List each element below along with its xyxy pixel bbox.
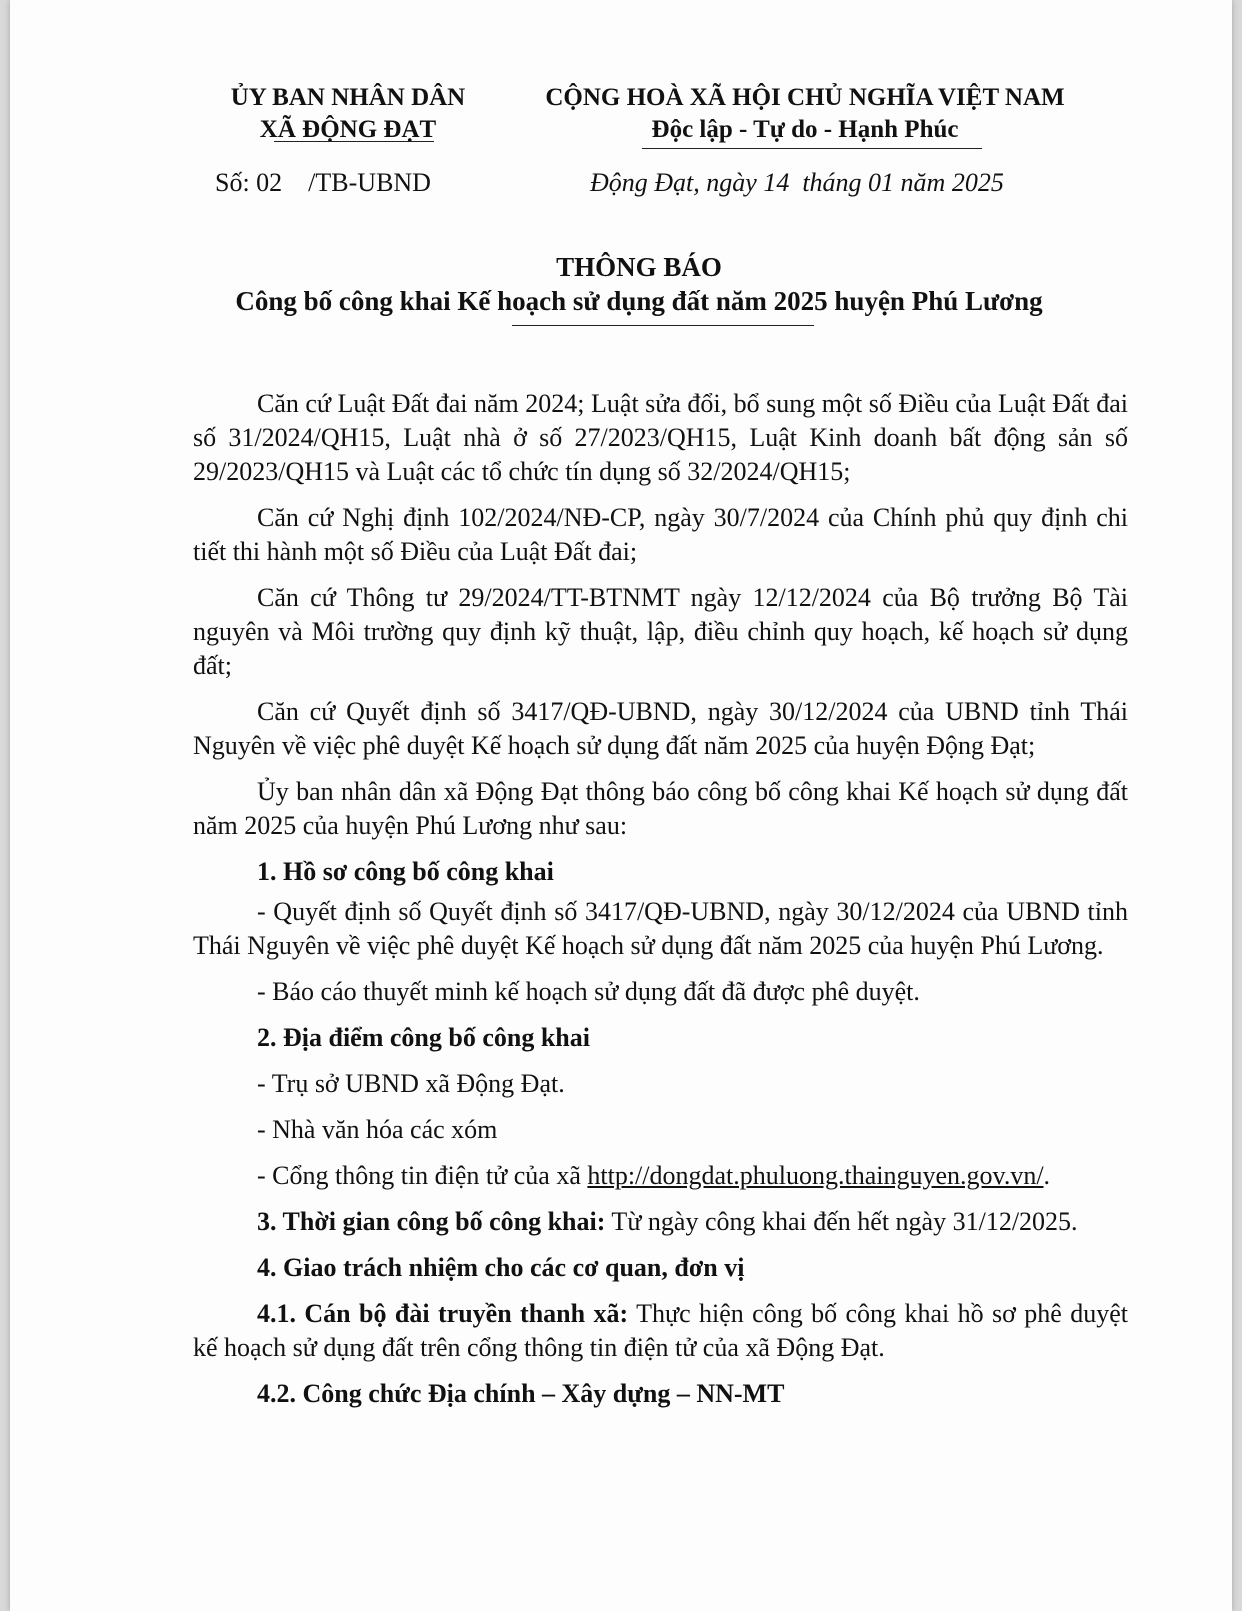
issuing-authority — [200, 82, 496, 146]
section2-item3 — [193, 1159, 1128, 1193]
portal-prefix: - Cổng thông tin điện tử của xã — [257, 1161, 588, 1190]
section2-item2: - Nhà văn hóa các xóm — [257, 1115, 498, 1144]
document-number: Số: 02 /TB-UBND — [215, 168, 431, 197]
section1-item1: - Quyết định số Quyết định số 3417/QĐ-UBND, ngày 30/12/2024 của UBND tỉnh Thái Nguyên về việc phê duyệt Kế hoạch sử dụng đất năm 2025 của huyện Phú Lương. — [193, 897, 1128, 960]
section4-1-text: Thực hiện công bố công khai hồ sơ phê duyệt kế hoạch sử dụng đất trên cổng thông tin điện tử của xã Động Đạt. — [193, 1299, 1129, 1362]
section2-item1: - Trụ sở UBND xã Động Đạt. — [257, 1069, 565, 1098]
section3 — [193, 1205, 1128, 1239]
authority-underline — [274, 141, 434, 142]
section4-1 — [193, 1297, 1128, 1365]
legal-basis-3: Căn cứ Thông tư 29/2024/TT-BTNMT ngày 12/12/2024 của Bộ trưởng Bộ Tài nguyên và Môi trường quy định kỹ thuật, lập, điều chỉnh quy hoạch, kế hoạch sử dụng đất; — [193, 583, 1128, 680]
place-date: Động Đạt, ngày 14 tháng 01 năm 2025 — [590, 168, 1004, 197]
announcement-intro: Ủy ban nhân dân xã Động Đạt thông báo công bố công khai Kế hoạch sử dụng đất năm 2025 của huyện Phú Lương như sau: — [193, 777, 1128, 840]
section1-item2: - Báo cáo thuyết minh kế hoạch sử dụng đất đã được phê duyệt. — [257, 977, 920, 1006]
org-line2: XÃ ĐỘNG ĐẠT — [259, 116, 437, 143]
legal-basis-4: Căn cứ Quyết định số 3417/QĐ-UBND, ngày 30/12/2024 của UBND tỉnh Thái Nguyên về việc phê duyệt Kế hoạch sử dụng đất năm 2025 của huyện Động Đạt; — [193, 697, 1128, 760]
title-main: THÔNG BÁO — [556, 252, 722, 282]
section4-heading: 4. Giao trách nhiệm cho các cơ quan, đơn vị — [257, 1253, 745, 1282]
section3-text: Từ ngày công khai đến hết ngày 31/12/2025. — [605, 1207, 1078, 1236]
org-line1: ỦY BAN NHÂN DÂN — [230, 84, 466, 111]
document-body — [193, 387, 1128, 1423]
portal-link[interactable]: http://dongdat.phuluong.thainguyen.gov.vn/ — [587, 1161, 1044, 1190]
national-motto — [520, 82, 1090, 146]
section4-2-heading: 4.2. Công chức Địa chính – Xây dựng – NN-MT — [257, 1379, 785, 1408]
nation-line2: Độc lập - Tự do - Hạnh Phúc — [651, 116, 959, 143]
portal-suffix: . — [1043, 1161, 1051, 1190]
section1-heading: 1. Hồ sơ công bố công khai — [257, 857, 554, 886]
title-underline — [512, 325, 814, 326]
section4-1-label: 4.1. Cán bộ đài truyền thanh xã: — [257, 1299, 629, 1328]
document-title — [180, 250, 1098, 318]
legal-basis-2: Căn cứ Nghị định 102/2024/NĐ-CP, ngày 30/7/2024 của Chính phủ quy định chi tiết thi hành một số Điều của Luật Đất đai; — [193, 503, 1128, 566]
section2-heading: 2. Địa điểm công bố công khai — [257, 1023, 590, 1052]
document-page — [10, 0, 1232, 1611]
motto-underline — [642, 148, 982, 149]
nation-line1: CỘNG HOÀ XÃ HỘI CHỦ NGHĨA VIỆT NAM — [545, 84, 1065, 111]
section3-label: 3. Thời gian công bố công khai: — [257, 1207, 606, 1236]
legal-basis-1: Căn cứ Luật Đất đai năm 2024; Luật sửa đổi, bổ sung một số Điều của Luật Đất đai số 31/2024/QH15, Luật nhà ở số 27/2023/QH15, Luật Kinh doanh bất động sản số 29/2023/QH15 và Luật các tổ chức tín dụng số 32/2024/QH15; — [193, 389, 1128, 486]
title-sub: Công bố công khai Kế hoạch sử dụng đất năm 2025 huyện Phú Lương — [235, 286, 1043, 316]
